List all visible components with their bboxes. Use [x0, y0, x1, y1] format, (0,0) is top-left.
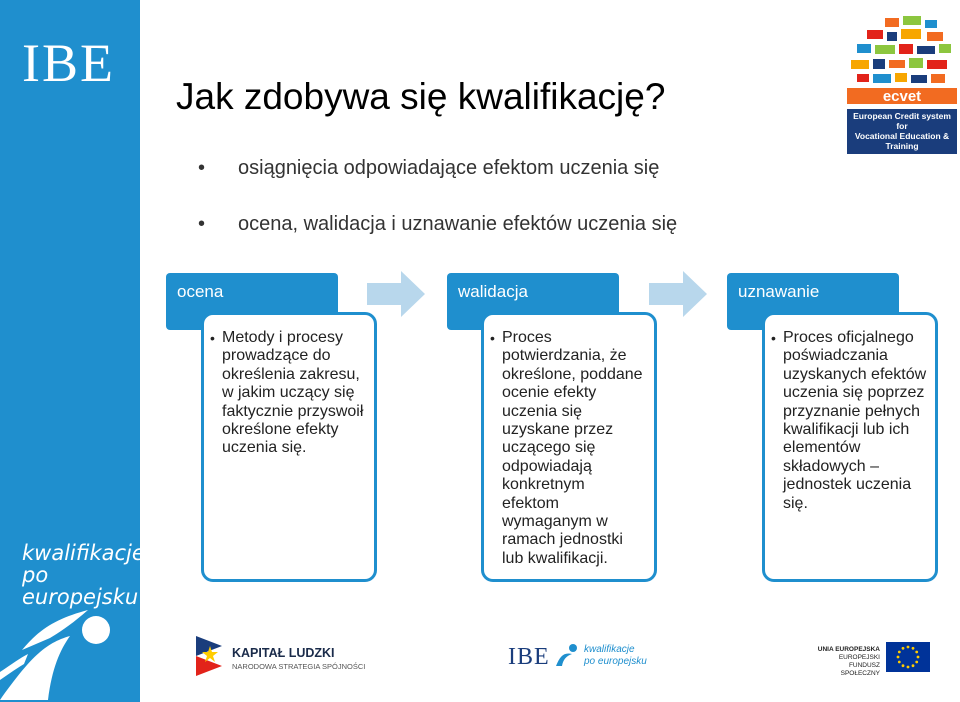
eu-line-1: UNIA EUROPEJSKA — [817, 646, 880, 653]
bullet-text: ocena, walidacja i uznawanie efektów uczenia się — [238, 213, 678, 235]
eu-line-3: FUNDUSZ SPOŁECZNY — [840, 662, 880, 677]
ibe-logo: IBE — [22, 33, 115, 93]
step-header-walidacja: walidacja — [447, 273, 619, 330]
step-list — [765, 315, 935, 513]
brand-line-1: kwalifikacje — [22, 541, 145, 565]
step-list — [204, 315, 374, 458]
kwal-line-1: kwalifikacje — [584, 644, 635, 655]
bullet-dot: • — [198, 213, 206, 235]
step-box-walidacja — [481, 312, 657, 582]
kl-title: KAPITAŁ LUDZKI — [232, 646, 335, 660]
ecvet-logo — [847, 14, 957, 154]
step-description: • Proces potwierdzania, że określone, poddane ocenie efekty uczenia się uzyskane przez uczącego się odpowiadają konkretnym efektom wymaganym w ramach jednostki lub kwalifikacji. — [502, 329, 646, 568]
eu-line-2: EUROPEJSKI — [838, 654, 880, 661]
figure-icon — [554, 642, 580, 668]
arrow-right-icon — [367, 271, 425, 317]
star-flag-icon — [194, 632, 226, 680]
step-box-uznawanie — [762, 312, 938, 582]
eu-flag-icon — [886, 642, 930, 672]
ecvet-caption-line2: Vocational Education & Training — [854, 131, 950, 151]
ecvet-mosaic-icon — [847, 14, 957, 104]
brand-line-2: po europejsku — [22, 563, 139, 609]
kl-subtitle: NARODOWA STRATEGIA SPÓJNOŚCI — [232, 662, 366, 671]
arrow-right-icon — [649, 271, 707, 317]
bullet-dot: • — [198, 157, 206, 179]
sidebar — [0, 0, 145, 702]
ecvet-caption — [847, 109, 957, 154]
ecvet-caption-line1: European Credit system for — [853, 111, 951, 131]
bullet-text: osiągnięcia odpowiadające efektom uczenia się — [238, 157, 660, 179]
jumping-figure-icon — [0, 588, 140, 702]
kwal-line-2: po europejsku — [584, 656, 647, 667]
kwal-footer-text — [584, 644, 647, 668]
eu-text — [812, 646, 880, 678]
step-header-uznawanie: uznawanie — [727, 273, 899, 330]
step-box-ocena — [201, 312, 377, 582]
step-description: • Proces oficjalnego poświadczania uzyskanych efektów uczenia się poprzez przyznanie pełnych kwalifikacji lub ich elementów składowych – jednostek uczenia się. — [783, 329, 927, 513]
slide-title: Jak zdobywa się kwalifikację? — [176, 76, 666, 117]
ibe-footer-text: IBE — [508, 644, 550, 670]
step-header-ocena: ocena — [166, 273, 338, 330]
ecvet-wordmark: ecvet — [882, 88, 922, 104]
step-list — [484, 315, 654, 568]
step-description: • Metody i procesy prowadzące do określenia zakresu, w jakim uczący się faktycznie przyswoił określone efekty uczenia się. — [222, 329, 366, 458]
